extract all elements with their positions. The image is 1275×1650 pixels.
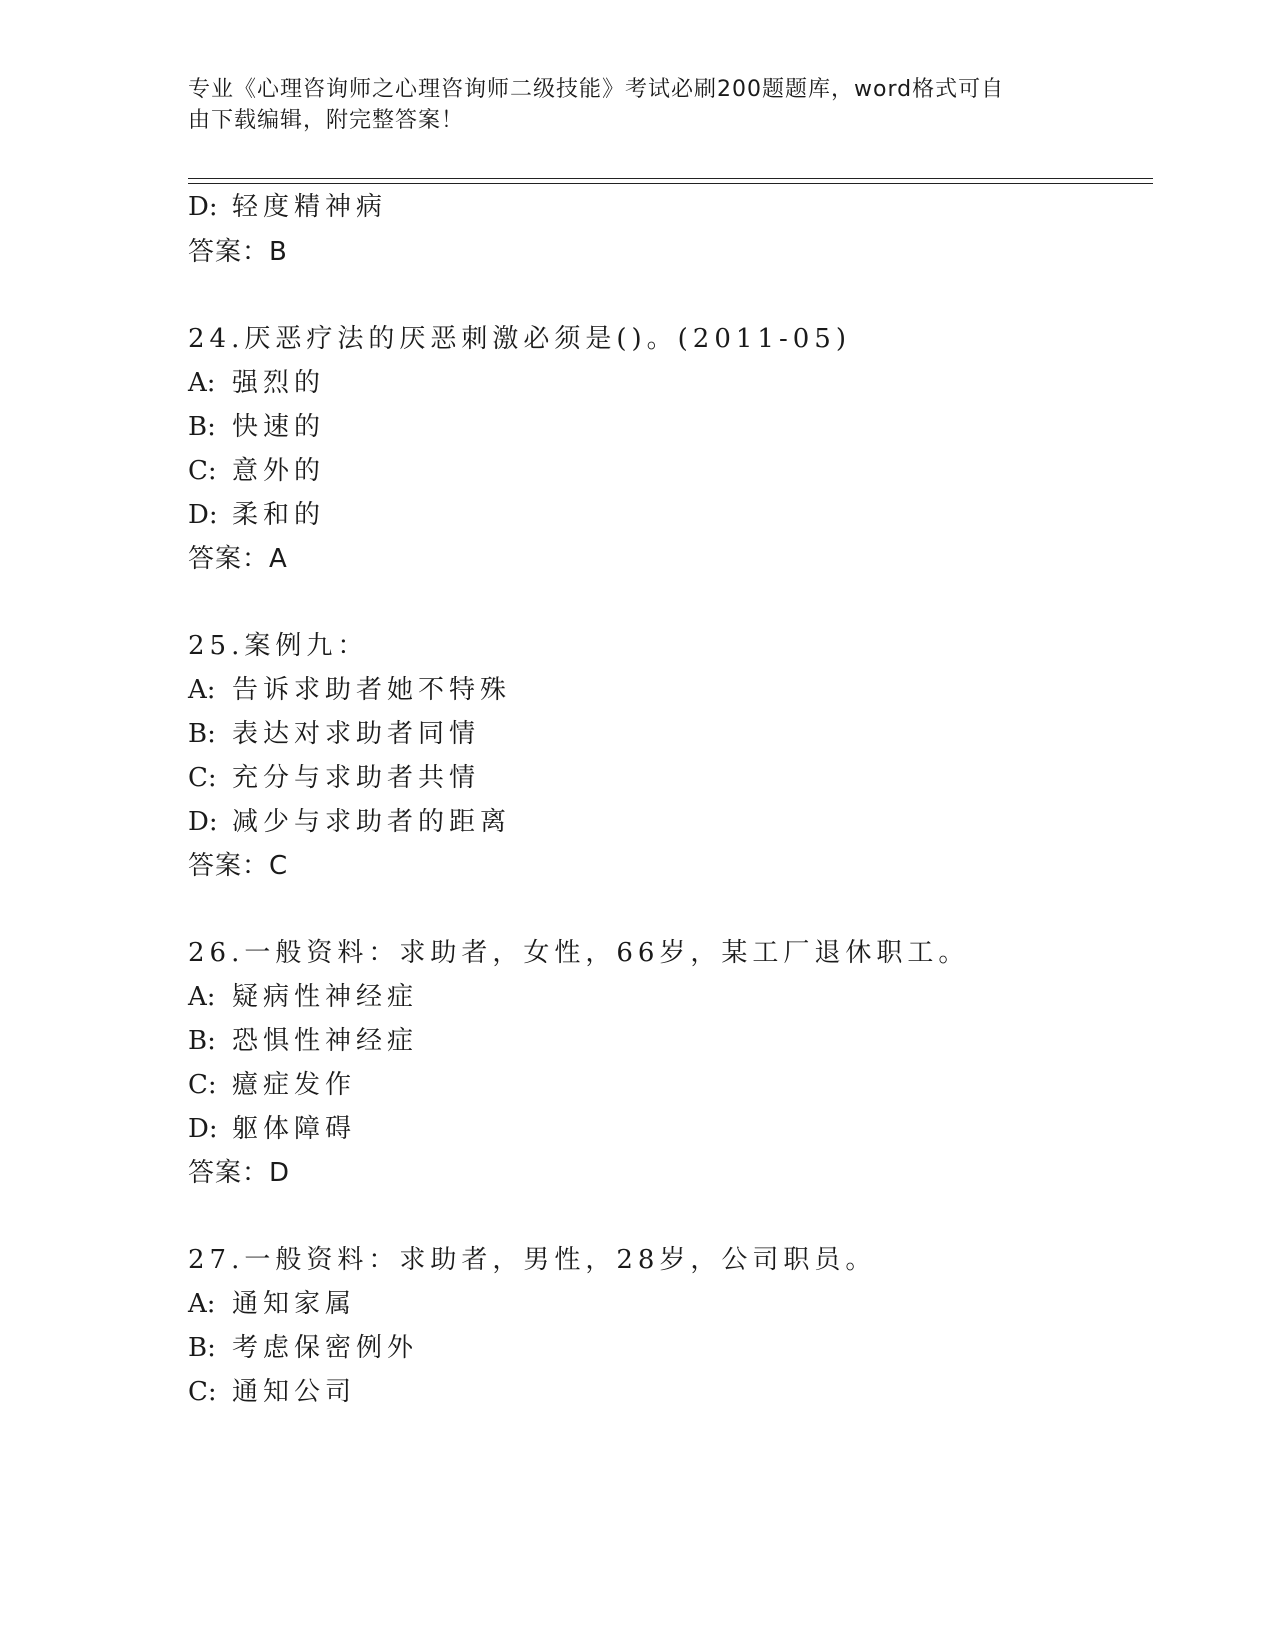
q25-answer: 答案：C	[188, 851, 289, 881]
prev-answer: 答案：B	[188, 237, 288, 267]
q25-option-b	[188, 718, 480, 750]
q24-option-c	[188, 455, 325, 487]
option-text: 快速的	[232, 412, 326, 442]
option-text: 疑病性神经症	[232, 982, 419, 1012]
option-label: D:	[188, 1114, 218, 1144]
header-rule-bottom	[188, 183, 1153, 184]
q25-option-a	[188, 674, 511, 706]
q26-option-b	[188, 1025, 418, 1057]
q24-answer: 答案：A	[188, 544, 288, 574]
q25-option-c	[188, 762, 480, 794]
option-label: D:	[188, 192, 218, 222]
option-text: 通知公司	[232, 1377, 357, 1407]
q24-option-d	[188, 499, 325, 531]
document-header	[188, 74, 1088, 136]
q27-option-c	[188, 1376, 356, 1408]
header-line-2: 由下载编辑，附完整答案！	[188, 108, 465, 133]
q26-option-d	[188, 1113, 356, 1145]
q26-answer: 答案：D	[188, 1158, 291, 1188]
option-text: 告诉求助者她不特殊	[232, 675, 512, 705]
option-label: A:	[188, 368, 216, 398]
option-text: 意外的	[232, 456, 326, 486]
q24-option-b	[188, 411, 325, 443]
option-text: 表达对求助者同情	[232, 719, 481, 749]
q25-option-d	[188, 806, 511, 838]
question-25-stem: 25.案例九：	[188, 631, 369, 661]
q26-option-c	[188, 1069, 356, 1101]
q24-option-a	[188, 367, 325, 399]
header-rule-top	[188, 178, 1153, 179]
question-26-stem: 26.一般资料：求助者，女性，66岁，某工厂退休职工。	[188, 938, 970, 968]
prev-option-d	[188, 191, 387, 223]
option-label: A:	[188, 982, 216, 1012]
option-label: D:	[188, 807, 218, 837]
question-27-stem: 27.一般资料：求助者，男性，28岁，公司职员。	[188, 1245, 877, 1275]
q26-option-a	[188, 981, 418, 1013]
option-text: 恐惧性神经症	[232, 1026, 419, 1056]
header-line-1: 专业《心理咨询师之心理咨询师二级技能》考试必刷200题题库，word格式可自	[188, 77, 1005, 102]
option-text: 充分与求助者共情	[232, 763, 481, 793]
question-24-stem: 24.厌恶疗法的厌恶刺激必须是()。(2011-05)	[188, 324, 851, 354]
option-label: C:	[188, 763, 217, 793]
option-text: 癔症发作	[232, 1070, 357, 1100]
option-label: B:	[188, 1333, 216, 1363]
q27-option-a	[188, 1288, 356, 1320]
option-label: D:	[188, 500, 218, 530]
option-label: B:	[188, 1026, 216, 1056]
option-label: C:	[188, 456, 217, 486]
option-text: 减少与求助者的距离	[232, 807, 512, 837]
q27-option-b	[188, 1332, 418, 1364]
option-text: 躯体障碍	[232, 1114, 357, 1144]
option-label: A:	[188, 1289, 216, 1319]
option-text: 强烈的	[232, 368, 326, 398]
option-text: 柔和的	[232, 500, 326, 530]
option-label: C:	[188, 1377, 217, 1407]
option-label: A:	[188, 675, 216, 705]
option-label: C:	[188, 1070, 217, 1100]
option-text: 考虑保密例外	[232, 1333, 419, 1363]
option-label: B:	[188, 412, 216, 442]
option-text: 通知家属	[232, 1289, 357, 1319]
option-text: 轻度精神病	[232, 192, 388, 222]
option-label: B:	[188, 719, 216, 749]
